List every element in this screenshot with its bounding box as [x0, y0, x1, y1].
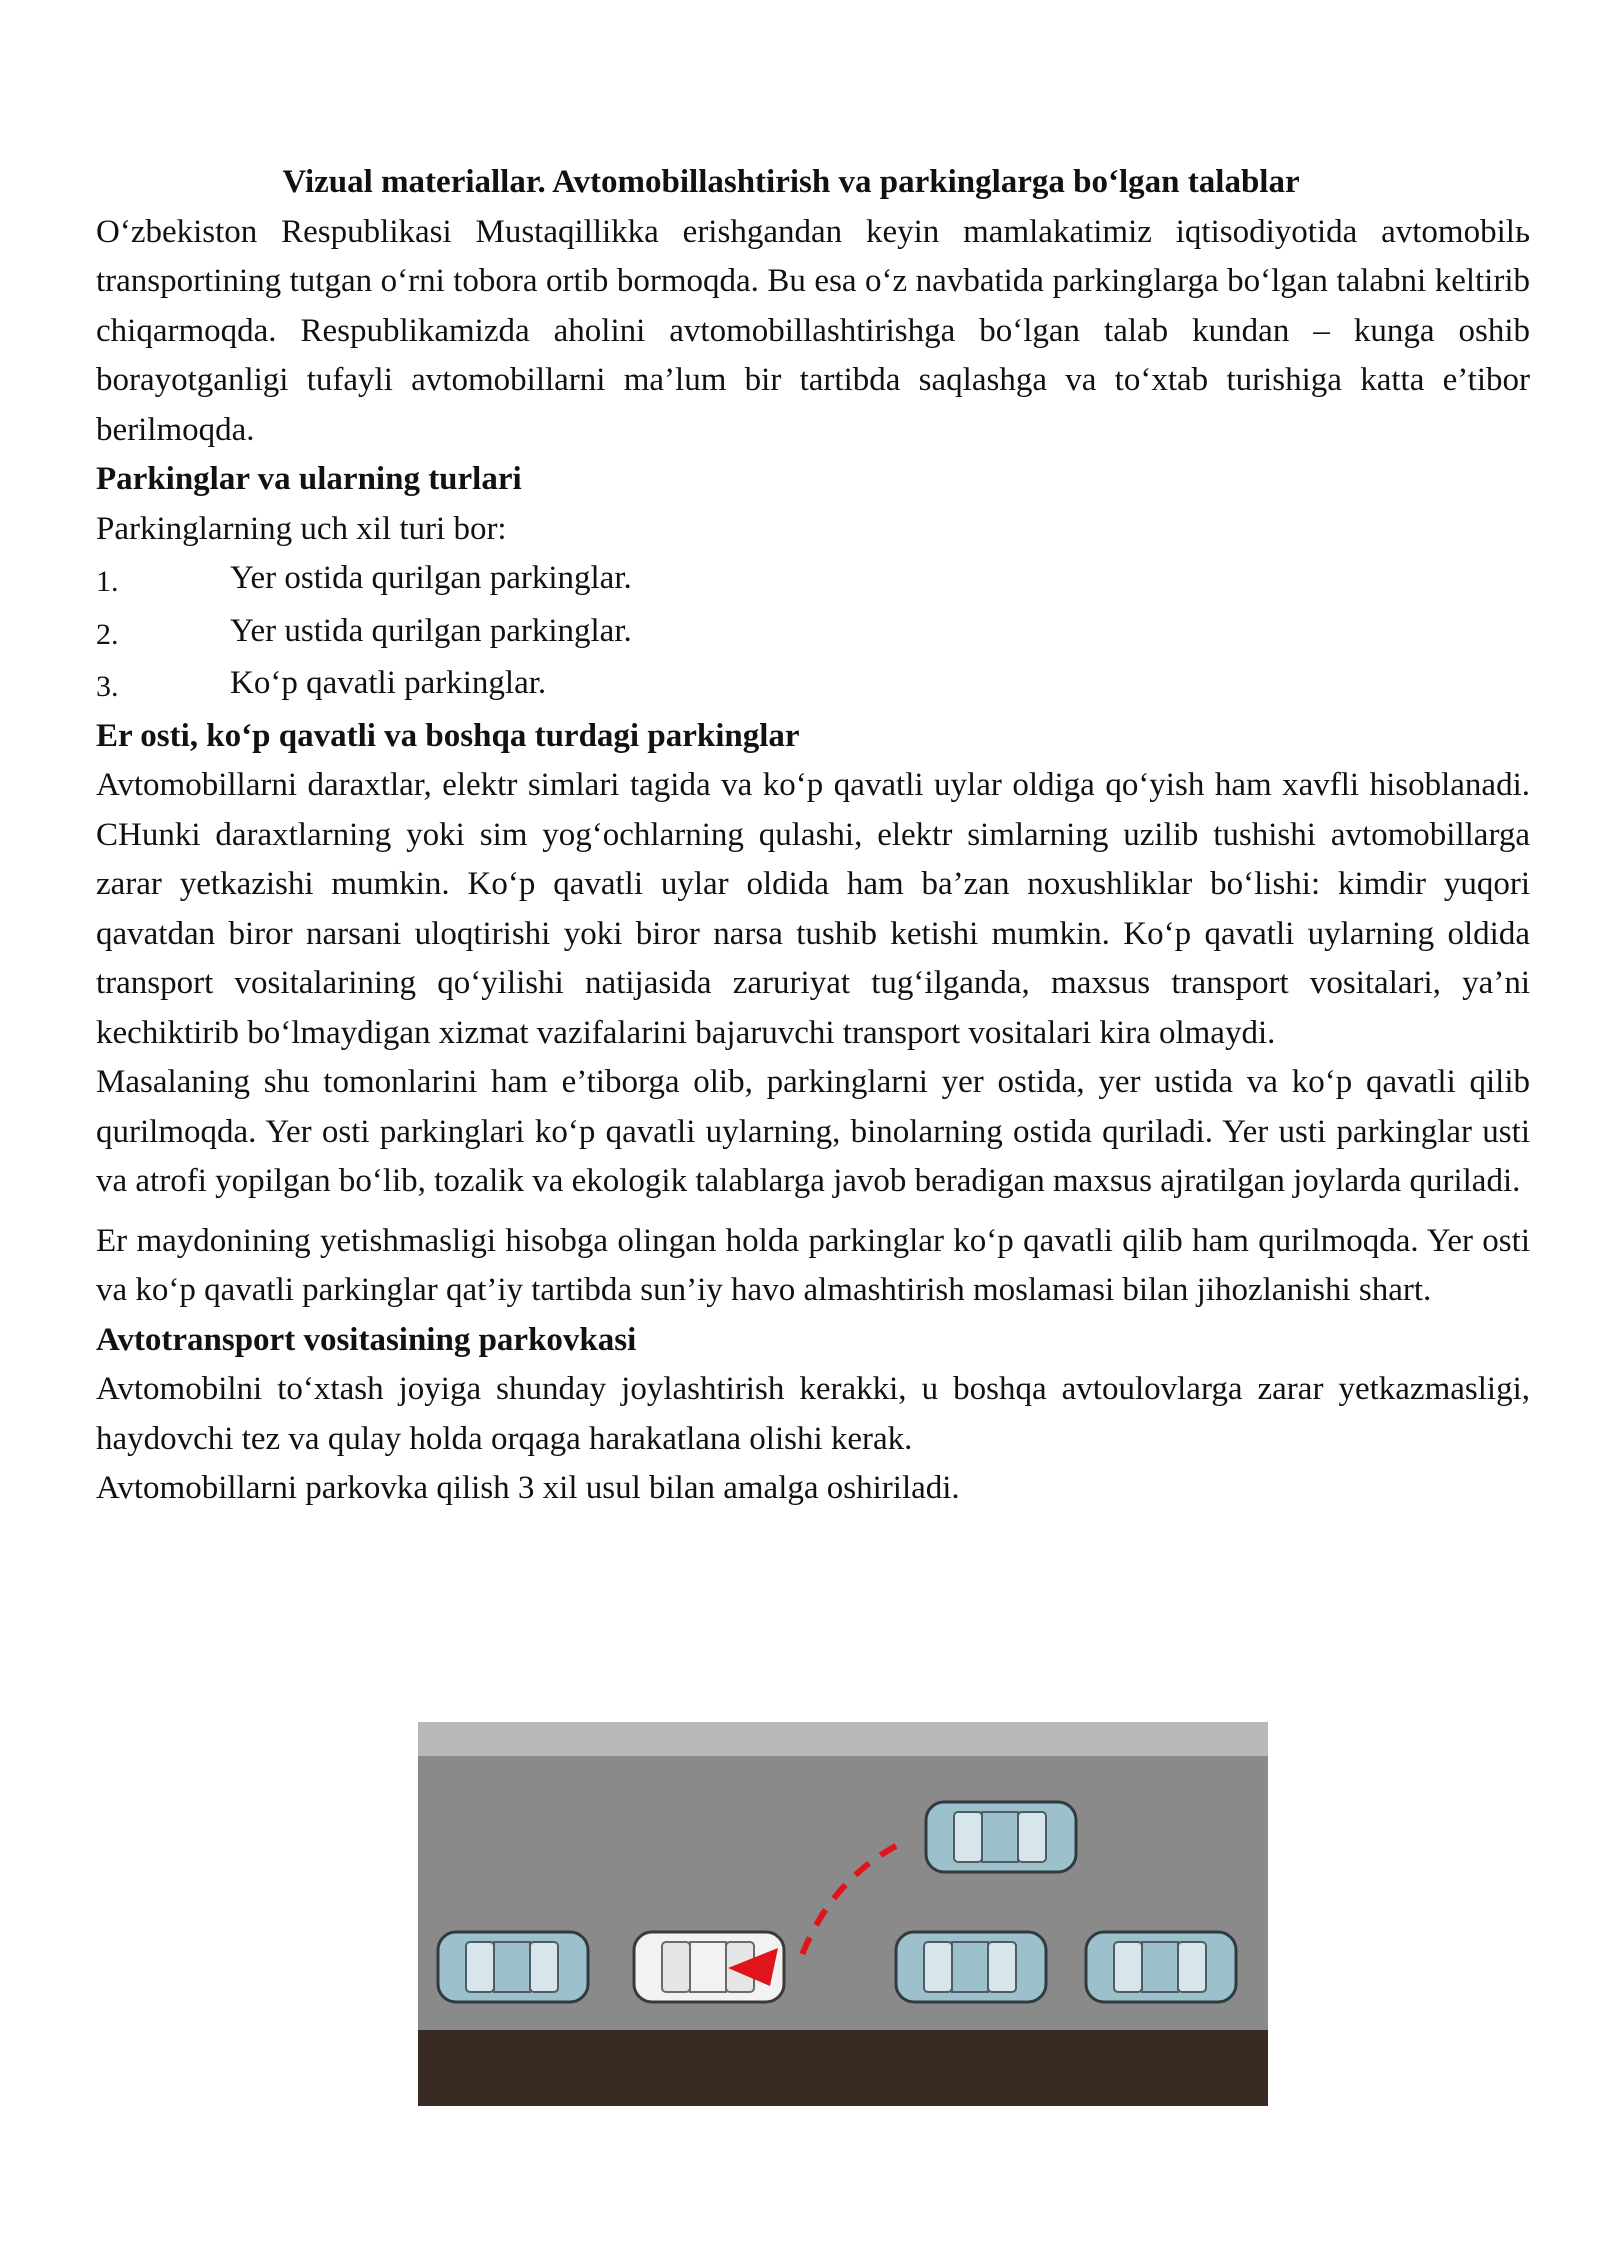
- body-paragraph: Er maydonining yetishmasligi hisobga olingan holda parkinglar ko‘p qavatli qilib ham qurilmoqda. Yer osti va ko‘p qavatli parkinglar qat’iy tartibda sun’iy havo almashtirish moslamasi bilan jihozlanishi shart.: [96, 1222, 1530, 1308]
- parked-car: [1086, 1932, 1236, 2002]
- document-page: [96, 158, 1530, 1514]
- parked-car: [438, 1932, 588, 2002]
- parked-car: [896, 1932, 1046, 2002]
- list-item: [96, 607, 1530, 660]
- intro-paragraph: O‘zbekiston Respublikasi Mustaqillikka erishgandan keyin mamlakatimiz iqtisodiyotida avtomobilь transportining tutgan o‘rni tobora ortib bormoqda. Bu esa o‘z navbatida parkinglarga bo‘lgan talabni keltirib chiqarmoqda. Respublikamizda aholini avtomobillashtirishga bo‘lgan talab kundan – kunga oshib borayotganligi tufayli avtomobillarni ma’lum bir tartibda saqlashga va to‘xtab turishiga katta e’tibor berilmoqda.: [96, 213, 1530, 448]
- list-item: [96, 659, 1530, 712]
- parking-types-lead: Parkinglarning uch xil turi bor:: [96, 510, 507, 547]
- section-heading-underground-parking: Er osti, ko‘p qavatli va boshqa turdagi parkinglar: [96, 717, 800, 754]
- list-item-text: Yer ustida qurilgan parkinglar.: [230, 612, 632, 649]
- document-title: Vizual materiallar. Avtomobillashtirish va parkinglarga bo‘lgan talablar: [282, 164, 1300, 200]
- list-item-number: 2.: [96, 617, 119, 651]
- list-item: [96, 554, 1530, 607]
- parking-types-list: [96, 554, 1530, 712]
- section-heading-parking-types: Parkinglar va ularning turlari: [96, 461, 522, 497]
- list-item-text: Yer ostida qurilgan parkinglar.: [230, 560, 632, 596]
- sidewalk: [418, 2030, 1268, 2106]
- body-paragraph: Masalaning shu tomonlarini ham e’tiborga olib, parkinglarni yer ostida, yer ustida va ko‘p qavatli qilib qurilmoqda. Yer osti parkinglari ko‘p qavatli uylarning, binolarning ostida quriladi. Yer usti parkinglar usti va atrofi yopilgan bo‘lib, tozalik va ekologik talablarga javob beradigan maxsus ajratilgan joylarda quriladi.: [96, 1064, 1530, 1199]
- body-paragraph: Avtomobillarni parkovka qilish 3 xil usul bilan amalga oshiriladi.: [96, 1470, 960, 1506]
- parking-diagram: [418, 1722, 1268, 2106]
- section-heading-vehicle-parking: Avtotransport vositasining parkovkasi: [96, 1321, 637, 1358]
- list-item-number: 1.: [96, 565, 119, 598]
- list-item-text: Ko‘p qavatli parkinglar.: [230, 665, 547, 701]
- parked-car: [926, 1802, 1076, 1872]
- list-item-number: 3.: [96, 670, 119, 703]
- curb-far: [418, 1722, 1268, 1756]
- body-paragraph: Avtomobillarni daraxtlar, elektr simlari tagida va ko‘p qavatli uylar oldiga qo‘yish ham xavfli hisoblanadi. CHunki daraxtlarning yoki sim yog‘ochlarning qulashi, elektr simlarning uzilib tushishi avtomobillarga zarar yetkazishi mumkin. Ko‘p qavatli uylar oldida ham ba’zan noxushliklar bo‘lishi: kimdir yuqori qavatdan biror narsani uloqtirishi yoki biror narsa tushib ketishi mumkin. Ko‘p qavatli uylarning oldida transport vositalarining qo‘yilishi natijasida zaruriyat tug‘ilganda, maxsus transport vositalari, ya’ni kechiktirib bo‘lmaydigan xizmat vazifalarini bajaruvchi transport vositalari kira olmaydi.: [96, 767, 1530, 1051]
- body-paragraph: Avtomobilni to‘xtash joyiga shunday joylashtirish kerakki, u boshqa avtoulovlarga zarar yetkazmasligi, haydovchi tez va qulay holda orqaga harakatlana olishi kerak.: [96, 1371, 1530, 1457]
- parallel-parking-illustration: [418, 1722, 1268, 2106]
